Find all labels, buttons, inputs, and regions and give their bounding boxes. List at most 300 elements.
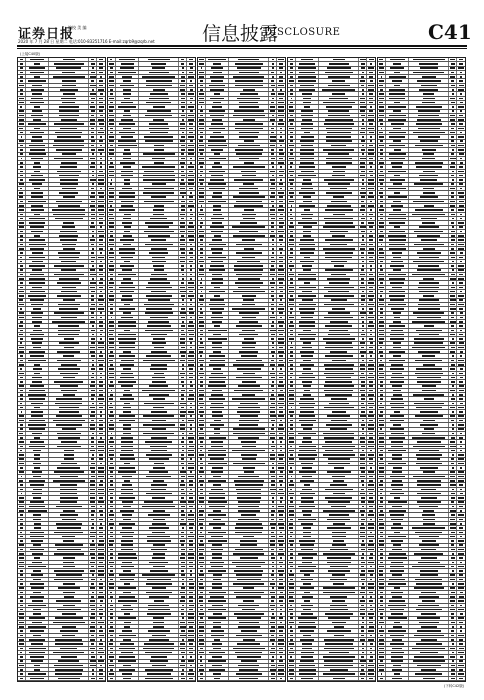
table-cell xyxy=(139,406,179,409)
cell-text xyxy=(212,196,222,198)
table-cell xyxy=(26,509,49,512)
table-cell xyxy=(97,406,105,409)
table-cell xyxy=(89,264,97,267)
cell-text xyxy=(279,489,283,491)
cell-text xyxy=(98,566,104,568)
table-cell xyxy=(139,79,179,82)
table-cell xyxy=(116,122,139,125)
cell-text xyxy=(189,493,194,495)
table-cell xyxy=(49,238,89,241)
table-cell xyxy=(206,544,229,547)
cell-text xyxy=(122,484,131,486)
cell-text xyxy=(368,119,374,121)
cell-text xyxy=(271,128,274,130)
cell-text xyxy=(19,85,23,87)
cell-text xyxy=(146,592,172,594)
cell-text xyxy=(271,360,274,362)
cell-text xyxy=(109,347,114,349)
table-cell xyxy=(198,380,206,383)
cell-text xyxy=(120,265,133,267)
cell-text xyxy=(98,119,104,121)
table-cell xyxy=(97,488,105,491)
cell-text xyxy=(208,600,227,602)
table-cell xyxy=(269,84,277,87)
table-cell xyxy=(206,320,229,323)
table-cell xyxy=(359,110,367,113)
cell-text xyxy=(272,67,274,69)
cell-text xyxy=(180,226,185,228)
table-cell xyxy=(198,79,206,82)
cell-text xyxy=(90,493,95,495)
table-cell xyxy=(187,71,195,74)
table-cell xyxy=(187,165,195,168)
cell-text xyxy=(181,63,184,65)
table-cell xyxy=(179,200,187,203)
cell-text xyxy=(328,110,349,112)
cell-text xyxy=(55,639,82,641)
cell-text xyxy=(146,295,172,297)
cell-text xyxy=(90,308,95,310)
table-cell xyxy=(97,587,105,590)
cell-text xyxy=(110,274,114,276)
table-cell xyxy=(179,178,187,181)
cell-text xyxy=(99,325,103,327)
cell-text xyxy=(199,587,203,589)
cell-text xyxy=(242,239,255,241)
cell-text xyxy=(92,334,94,336)
cell-text xyxy=(20,570,22,572)
table-cell xyxy=(187,97,195,100)
cell-text xyxy=(19,617,24,619)
cell-text xyxy=(200,287,204,289)
table-cell xyxy=(89,58,97,61)
cell-text xyxy=(99,635,104,637)
cell-text xyxy=(98,132,104,134)
table-cell xyxy=(26,634,49,637)
cell-text xyxy=(238,287,259,289)
table-cell xyxy=(139,238,179,241)
table-cell xyxy=(277,256,285,259)
table-cell xyxy=(26,174,49,177)
table-cell xyxy=(139,677,179,680)
cell-text xyxy=(270,489,276,491)
cell-text xyxy=(271,308,274,310)
cell-text xyxy=(91,192,95,194)
cell-text xyxy=(211,549,222,551)
cell-text xyxy=(237,656,260,658)
cell-text xyxy=(56,67,81,69)
table-cell xyxy=(206,458,229,461)
table-cell xyxy=(49,660,89,663)
table-cell xyxy=(26,260,49,263)
cell-text xyxy=(109,214,113,216)
table-cell xyxy=(139,234,179,237)
table-cell xyxy=(179,608,187,611)
table-cell xyxy=(97,621,105,624)
cell-text xyxy=(149,458,169,460)
table-cell xyxy=(277,359,285,362)
table-cell xyxy=(108,561,116,564)
table-cell xyxy=(97,62,105,65)
cell-text xyxy=(154,205,164,207)
cell-text xyxy=(280,622,282,624)
table-cell xyxy=(139,625,179,628)
cell-text xyxy=(190,532,193,534)
table-cell xyxy=(49,204,89,207)
cell-text xyxy=(181,652,185,654)
cell-text xyxy=(235,549,263,551)
cell-text xyxy=(145,140,173,142)
table-cell xyxy=(116,148,139,151)
table-cell xyxy=(116,71,139,74)
cell-text xyxy=(123,428,131,430)
cell-text xyxy=(120,454,134,456)
table-cell xyxy=(367,105,375,108)
cell-text xyxy=(271,102,274,104)
table-cell xyxy=(97,389,105,392)
table-cell xyxy=(269,196,277,199)
table-cell xyxy=(49,574,89,577)
table-cell xyxy=(108,234,116,237)
table-cell xyxy=(116,363,139,366)
cell-text xyxy=(181,330,184,332)
cell-text xyxy=(111,179,113,181)
cell-text xyxy=(190,428,192,430)
table-cell xyxy=(26,415,49,418)
cell-text xyxy=(180,411,186,413)
cell-text xyxy=(91,411,95,413)
cell-text xyxy=(20,467,24,469)
cell-text xyxy=(199,437,204,439)
table-cell xyxy=(18,307,26,310)
table-cell xyxy=(18,660,26,663)
table-cell xyxy=(229,243,269,246)
table-cell xyxy=(187,75,195,78)
cell-text xyxy=(200,484,202,486)
cell-text xyxy=(99,454,102,456)
cell-text xyxy=(278,428,284,430)
table-cell xyxy=(97,269,105,272)
cell-text xyxy=(120,458,135,460)
table-cell xyxy=(269,509,277,512)
cell-text xyxy=(200,428,203,430)
table-cell xyxy=(277,513,285,516)
cell-text xyxy=(278,351,284,353)
cell-text xyxy=(240,540,257,542)
table-cell xyxy=(198,157,206,160)
table-cell xyxy=(187,617,195,620)
cell-text xyxy=(123,244,130,246)
table-cell xyxy=(198,367,206,370)
table-cell xyxy=(206,127,229,130)
cell-text xyxy=(189,446,194,448)
cell-text xyxy=(124,463,130,465)
table-cell xyxy=(206,122,229,125)
table-cell xyxy=(187,449,195,452)
cell-text xyxy=(98,257,104,259)
table-cell xyxy=(319,110,359,113)
table-cell xyxy=(179,548,187,551)
table-cell xyxy=(18,599,26,602)
table-cell xyxy=(89,114,97,117)
cell-text xyxy=(189,441,193,443)
cell-text xyxy=(188,330,194,332)
table-cell xyxy=(179,677,187,680)
cell-text xyxy=(110,501,114,503)
cell-text xyxy=(34,162,40,164)
table-cell xyxy=(116,264,139,267)
table-cell xyxy=(206,118,229,121)
cell-text xyxy=(118,145,137,147)
cell-text xyxy=(270,458,275,460)
cell-text xyxy=(280,501,282,503)
table-cell xyxy=(26,677,49,680)
cell-text xyxy=(19,110,25,112)
table-cell xyxy=(108,518,116,521)
table-cell xyxy=(26,419,49,422)
table-cell xyxy=(269,140,277,143)
cell-text xyxy=(324,123,354,125)
table-cell xyxy=(139,376,179,379)
table-cell xyxy=(108,389,116,392)
cell-text xyxy=(189,128,194,130)
cell-text xyxy=(278,665,284,667)
table-cell xyxy=(179,110,187,113)
cell-text xyxy=(214,295,221,297)
cell-text xyxy=(212,278,223,280)
table-cell xyxy=(179,122,187,125)
cell-text xyxy=(28,80,46,82)
cell-text xyxy=(270,411,275,413)
table-cell xyxy=(26,153,49,156)
table-cell xyxy=(89,363,97,366)
table-cell xyxy=(179,440,187,443)
table-cell xyxy=(49,664,89,667)
table-cell xyxy=(206,376,229,379)
table-cell xyxy=(187,458,195,461)
table-cell xyxy=(89,531,97,534)
table-cell xyxy=(18,191,26,194)
table-cell xyxy=(139,200,179,203)
cell-text xyxy=(214,433,220,435)
cell-text xyxy=(239,72,259,74)
cell-text xyxy=(270,630,275,632)
table-cell xyxy=(187,466,195,469)
table-cell xyxy=(229,591,269,594)
table-cell xyxy=(97,290,105,293)
cell-text xyxy=(181,153,184,155)
cell-text xyxy=(149,128,169,130)
cell-text xyxy=(181,570,184,572)
table-cell xyxy=(116,294,139,297)
cell-text xyxy=(180,665,185,667)
table-cell xyxy=(269,62,277,65)
table-cell xyxy=(187,582,195,585)
table-cell xyxy=(229,140,269,143)
table-cell xyxy=(198,556,206,559)
table-cell xyxy=(269,247,277,250)
table-cell xyxy=(18,372,26,375)
cell-text xyxy=(189,643,193,645)
cell-text xyxy=(271,420,275,422)
cell-text xyxy=(20,660,24,662)
cell-text xyxy=(181,441,184,443)
table-cell xyxy=(187,118,195,121)
table-cell xyxy=(89,488,97,491)
table-cell xyxy=(179,449,187,452)
cell-text xyxy=(110,231,114,233)
table-cell xyxy=(89,475,97,478)
cell-text xyxy=(34,669,40,671)
table-cell xyxy=(179,217,187,220)
cell-text xyxy=(32,600,43,602)
cell-text xyxy=(153,89,165,91)
cell-text xyxy=(110,532,114,534)
cell-text xyxy=(29,222,44,224)
table-cell xyxy=(108,101,116,104)
table-cell xyxy=(198,642,206,645)
cell-text xyxy=(109,523,114,525)
cell-text xyxy=(91,635,94,637)
cell-text xyxy=(272,244,274,246)
table-cell xyxy=(18,561,26,564)
cell-text xyxy=(210,458,225,460)
table-cell xyxy=(49,556,89,559)
table-cell xyxy=(179,479,187,482)
cell-text xyxy=(55,218,83,220)
table-cell xyxy=(277,410,285,413)
cell-text xyxy=(56,201,82,203)
cell-text xyxy=(110,420,114,422)
cell-text xyxy=(199,630,205,632)
table-cell xyxy=(269,333,277,336)
cell-text xyxy=(199,471,204,473)
table-cell xyxy=(229,67,269,70)
cell-text xyxy=(181,549,185,551)
table-cell xyxy=(97,565,105,568)
table-cell xyxy=(179,453,187,456)
table-cell xyxy=(97,97,105,100)
table-cell xyxy=(49,647,89,650)
cell-text xyxy=(150,317,168,319)
table-cell xyxy=(26,110,49,113)
cell-text xyxy=(152,523,166,525)
table-cell xyxy=(97,582,105,585)
cell-text xyxy=(61,390,77,392)
cell-text xyxy=(212,239,222,241)
table-cell xyxy=(139,621,179,624)
cell-text xyxy=(109,218,115,220)
table-cell xyxy=(108,440,116,443)
cell-text xyxy=(109,239,114,241)
table-cell xyxy=(206,101,229,104)
table-cell xyxy=(97,273,105,276)
table-cell xyxy=(269,492,277,495)
cell-text xyxy=(143,648,174,650)
table-cell xyxy=(229,660,269,663)
table-cell xyxy=(18,488,26,491)
table-cell xyxy=(187,238,195,241)
table-cell xyxy=(49,79,89,82)
cell-text xyxy=(199,574,204,576)
cell-text xyxy=(54,553,84,555)
cell-text xyxy=(100,136,102,138)
table-cell xyxy=(206,178,229,181)
cell-text xyxy=(278,278,284,280)
cell-text xyxy=(123,166,131,168)
table-cell xyxy=(116,599,139,602)
cell-text xyxy=(239,334,258,336)
table-cell xyxy=(108,466,116,469)
cell-text xyxy=(152,381,166,383)
table-cell xyxy=(97,475,105,478)
table-cell xyxy=(269,277,277,280)
cell-text xyxy=(239,132,259,134)
table-cell xyxy=(198,548,206,551)
cell-text xyxy=(30,72,45,74)
table-cell xyxy=(229,492,269,495)
table-cell xyxy=(116,526,139,529)
cell-text xyxy=(64,596,74,598)
table-cell xyxy=(49,419,89,422)
cell-text xyxy=(54,63,84,65)
cell-text xyxy=(189,484,193,486)
table-cell xyxy=(198,148,206,151)
table-cell xyxy=(277,591,285,594)
cell-text xyxy=(34,527,41,529)
cell-text xyxy=(56,424,82,426)
cell-text xyxy=(63,248,75,250)
table-cell xyxy=(26,118,49,121)
cell-text xyxy=(189,72,193,74)
table-cell xyxy=(116,183,139,186)
cell-text xyxy=(54,312,84,314)
cell-text xyxy=(20,574,24,576)
table-cell xyxy=(108,483,116,486)
table-cell xyxy=(198,320,206,323)
table-cell xyxy=(108,131,116,134)
table-cell xyxy=(49,385,89,388)
cell-text xyxy=(92,540,94,542)
table-cell xyxy=(108,522,116,525)
table-cell xyxy=(108,423,116,426)
table-cell xyxy=(89,101,97,104)
table-cell xyxy=(296,118,319,121)
table-cell xyxy=(18,118,26,121)
cell-text xyxy=(181,390,185,392)
table-cell xyxy=(89,204,97,207)
table-cell xyxy=(179,269,187,272)
table-cell xyxy=(108,127,116,130)
cell-text xyxy=(236,153,262,155)
table-cell xyxy=(18,165,26,168)
cell-text xyxy=(90,205,95,207)
table-cell xyxy=(187,376,195,379)
table-cell xyxy=(89,587,97,590)
table-cell xyxy=(97,75,105,78)
cell-text xyxy=(180,214,185,216)
table-cell xyxy=(108,294,116,297)
cell-text xyxy=(91,458,94,460)
table-cell xyxy=(139,281,179,284)
table-cell xyxy=(18,110,26,113)
cell-text xyxy=(58,334,79,336)
cell-text xyxy=(181,265,184,267)
table-cell xyxy=(229,638,269,641)
cell-text xyxy=(181,347,185,349)
cell-text xyxy=(62,287,76,289)
table-cell xyxy=(139,264,179,267)
